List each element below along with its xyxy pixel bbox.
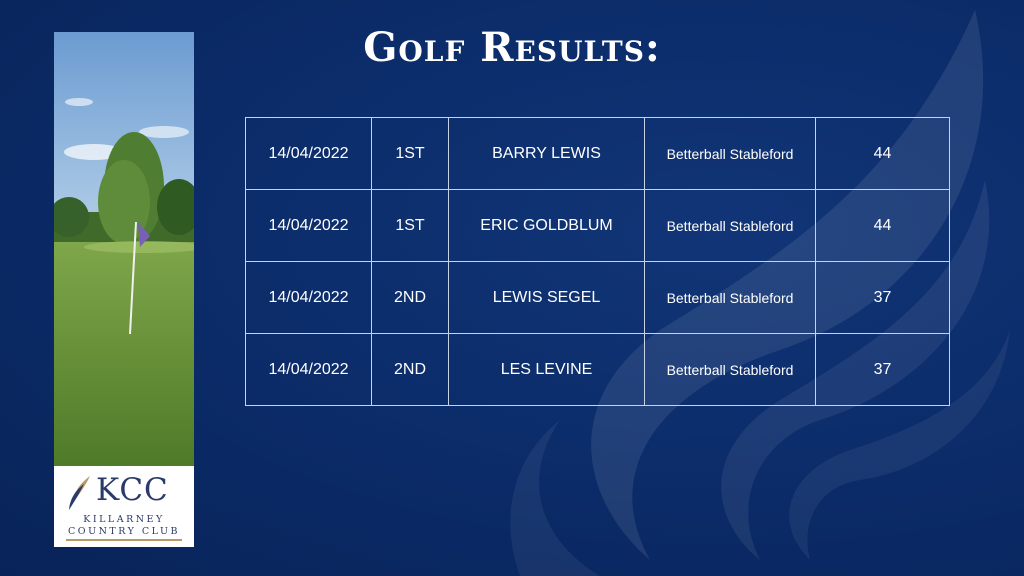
golf-photo-panel xyxy=(54,32,194,547)
golf-course-photo xyxy=(54,32,194,466)
table-row xyxy=(246,190,950,262)
competition-cell: Betterball Stableford xyxy=(645,118,816,190)
table-row xyxy=(246,262,950,334)
logo-club-name-line1: KILLARNEY xyxy=(83,514,165,525)
position-cell: 1ST xyxy=(372,118,449,190)
date-cell: 14/04/2022 xyxy=(246,262,372,334)
logo-underline xyxy=(66,539,182,541)
position-cell: 2ND xyxy=(372,262,449,334)
feather-icon xyxy=(64,474,94,512)
logo-abbreviation: KCC xyxy=(96,472,169,508)
kcc-logo xyxy=(54,466,194,547)
table-row xyxy=(246,334,950,406)
player-name-cell: LEWIS SEGEL xyxy=(449,262,645,334)
position-cell: 2ND xyxy=(372,334,449,406)
page-title: Golf Results: xyxy=(363,24,661,71)
table-row xyxy=(246,118,950,190)
score-cell: 44 xyxy=(816,118,950,190)
player-name-cell: ERIC GOLDBLUM xyxy=(449,190,645,262)
player-name-cell: LES LEVINE xyxy=(449,334,645,406)
competition-cell: Betterball Stableford xyxy=(645,190,816,262)
score-cell: 44 xyxy=(816,190,950,262)
score-cell: 37 xyxy=(816,334,950,406)
player-name-cell: BARRY LEWIS xyxy=(449,118,645,190)
date-cell: 14/04/2022 xyxy=(246,190,372,262)
date-cell: 14/04/2022 xyxy=(246,334,372,406)
score-cell: 37 xyxy=(816,262,950,334)
date-cell: 14/04/2022 xyxy=(246,118,372,190)
position-cell: 1ST xyxy=(372,190,449,262)
logo-club-name-line2: COUNTRY CLUB xyxy=(68,526,180,537)
competition-cell: Betterball Stableford xyxy=(645,262,816,334)
results-table xyxy=(245,117,950,406)
competition-cell: Betterball Stableford xyxy=(645,334,816,406)
